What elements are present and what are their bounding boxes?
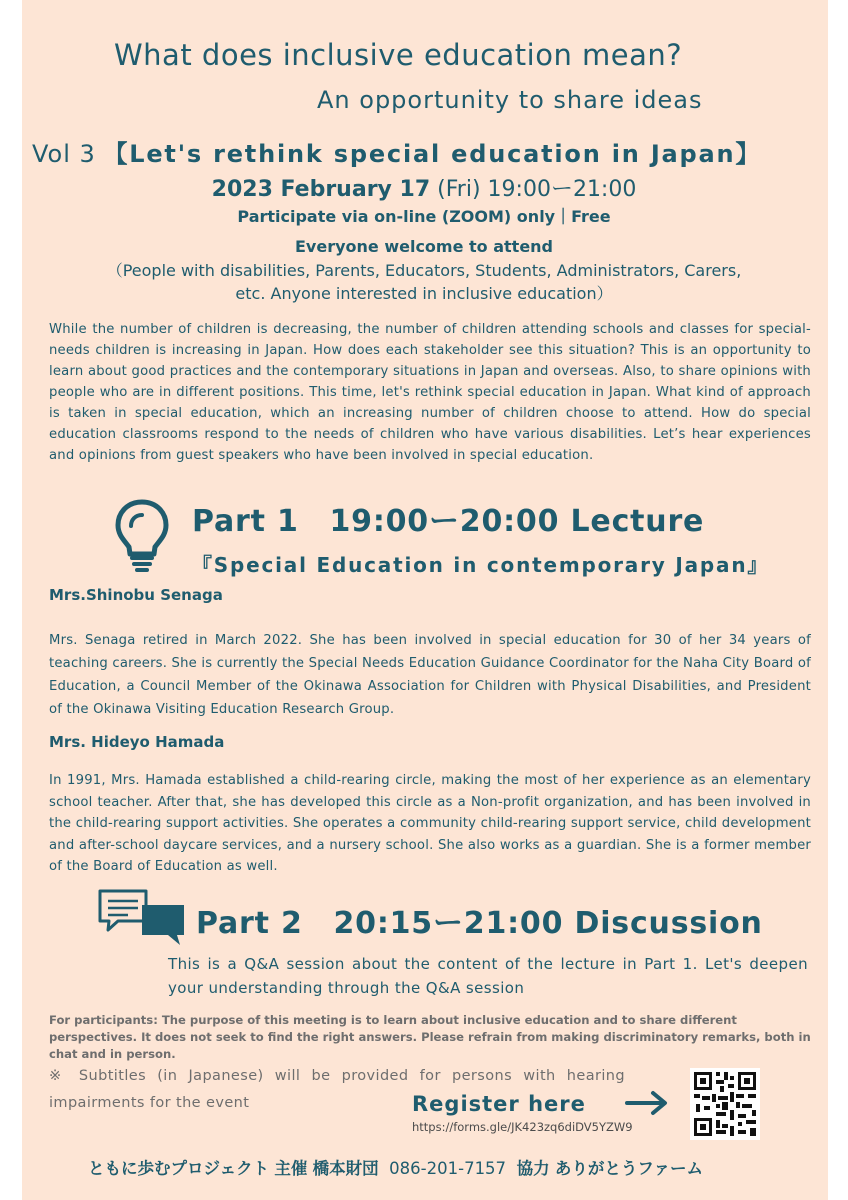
speech-bubbles-icon [98, 889, 188, 947]
lightbulb-icon [114, 498, 170, 574]
volume-title: 【Let's rethink special education in Japan】 [103, 140, 762, 168]
subtitle: An opportunity to share ideas [317, 86, 703, 114]
intro-paragraph: While the number of children is decreasing, the number of children attending schools and classes for special-needs children is increasing in Japan. How does each stakeholder see this situation? This is an opportunity to learn about good practices and the contemporary situations in Japan and overseas. Also, to share opinions with people who are in different positions. This time, let's rethink special education in Japan. What kind of approach is taken in special education, which an increasing number of children choose to attend. How do special education classrooms respond to the needs of children who have various disabilities. Let’s hear experiences and opinions from guest speakers who have been involved in special education. [49, 322, 811, 463]
register-url[interactable]: https://forms.gle/JK423zq6diDV5YZW9 [412, 1120, 633, 1134]
volume-heading [32, 134, 761, 169]
event-date [0, 172, 848, 203]
footer-host: 橋本財団 [312, 1159, 379, 1178]
part2-description: This is a Q&A session about the content of the lecture in Part 1. Let's deepen your understanding through the Q&A session [168, 955, 808, 997]
part1-lecture-title: 『Special Education in contemporary Japan』 [192, 553, 770, 577]
footer-host-label: 主催 [274, 1159, 308, 1178]
speaker-name-senaga: Mrs.Shinobu Senaga [49, 586, 223, 604]
subtitles-note: ※ Subtitles (in Japanese) will be provided for persons with hearing impairments for the event [49, 1068, 625, 1111]
volume-number: Vol 3 [32, 140, 96, 168]
register-link[interactable]: Register here [412, 1092, 586, 1116]
footer-coop-label: 協力 [516, 1159, 550, 1178]
speaker-name-hamada: Mrs. Hideyo Hamada [49, 733, 225, 751]
event-date-main: 2023 February 17 [211, 177, 431, 202]
part1-heading: Part 1 19:00ー20:00 Lecture [192, 504, 705, 539]
audience-list: （People with disabilities, Parents, Educators, Students, Administrators, Carers, etc. Anyone interested in inclusive education） [106, 261, 742, 303]
footer-phone: 086-201-7157 [389, 1159, 507, 1178]
event-date-time: (Fri) 19:00ー21:00 [437, 177, 637, 202]
participation-info: Participate via on-line (ZOOM) only｜Free [237, 207, 611, 226]
participant-notice: For participants: The purpose of this meeting is to learn about inclusive education and to share different perspectives. It does not seek to find the right answers. Please refrain from making discriminatory remarks, both in chat and in person. [49, 1013, 811, 1061]
footer-project: ともに歩むプロジェクト [88, 1159, 270, 1178]
footer-coop: ありがとうファーム [554, 1159, 703, 1178]
speaker-bio-senaga: Mrs. Senaga retired in March 2022. She has been involved in special education for 30 of her 34 years of teaching careers. She is currently the Special Needs Education Guidance Coordinator for the Naha City Board of Education, a Council Member of the Okinawa Association for Children with Physical Disabilities, and President of the Okinawa Visiting Education Research Group. [49, 633, 811, 717]
welcome-heading: Everyone welcome to attend [294, 237, 554, 256]
part2-heading: Part 2 20:15ー21:00 Discussion [196, 906, 763, 941]
footer [88, 1155, 703, 1179]
speaker-bio-hamada: In 1991, Mrs. Hamada established a child-rearing circle, making the most of her experience as an elementary school teacher. After that, she has developed this circle as a Non-profit organization, and has been involved in the child-rearing support activities. She operates a community child-rearing support service, child development and after-school daycare services, and a nursery school. She also works as a guardian. She is a former member of the Board of Education as well. [49, 773, 811, 874]
qr-code-icon[interactable] [690, 1068, 760, 1140]
arrow-right-icon [624, 1090, 670, 1116]
main-title: What does inclusive education mean? [114, 38, 683, 72]
